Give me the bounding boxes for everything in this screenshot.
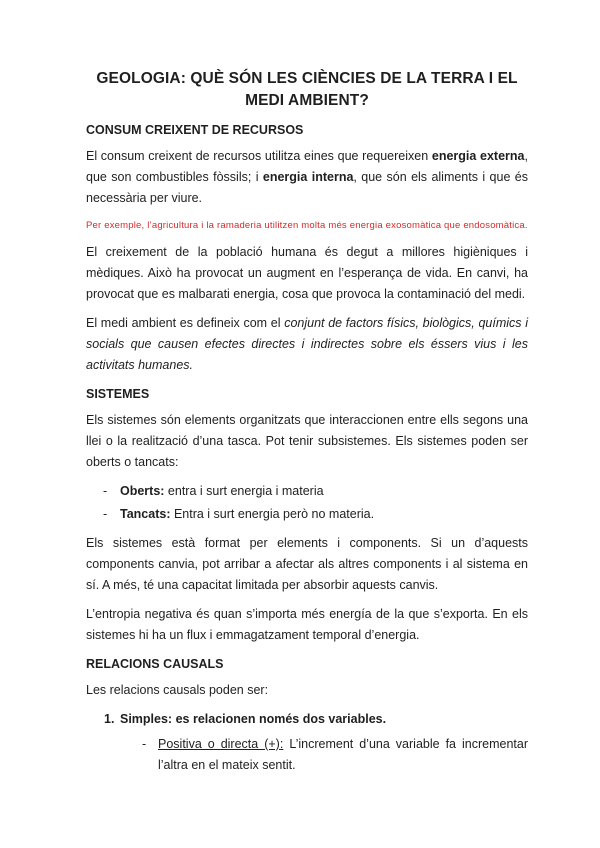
paragraph-relacions-intro: Les relacions causals poden ser: bbox=[86, 683, 269, 697]
section-heading-sistemes: SISTEMES bbox=[86, 387, 150, 401]
numbered-item-text: Simples: es relacionen només dos variables. bbox=[120, 712, 387, 726]
sub-item-positiva bbox=[86, 734, 528, 776]
list-item-oberts bbox=[86, 481, 528, 502]
paragraph-entropia: L’entropia negativa és quan s’importa més energía de la que s’exporta. En els sistemes hi ha un flux i emmagatzament temporal d’energia. bbox=[86, 607, 528, 642]
text-run: El medi ambient es defineix com el bbox=[86, 316, 285, 330]
italic-definition: conjunt de factors físics, biològics, químics i socials que causen efectes directes i indirectes sobre els éssers vius i les activitats humanes. bbox=[86, 316, 528, 372]
section-heading-consum: CONSUM CREIXENT DE RECURSOS bbox=[86, 123, 304, 137]
text-run: , que son combustibles fòssils; i bbox=[86, 149, 528, 184]
sub-item-text: L’increment d’una variable fa incrementar l’altra en el mateix sentit. bbox=[158, 737, 528, 772]
numbered-item-simples bbox=[86, 709, 528, 730]
paragraph-energia bbox=[86, 146, 528, 209]
text-run: , que són els aliments i que és necessària per viure. bbox=[86, 170, 528, 205]
dash-bullet: - bbox=[103, 484, 108, 498]
systems-list bbox=[86, 481, 528, 525]
paragraph-poblacio: El creixement de la població humana és degut a millores higièniques i mèdiques. Això ha provocat un augment en l’esperança de vida. En canvi, ha provocat que es malbarati energia, cosa que provoca la contaminació del medi. bbox=[86, 245, 528, 301]
list-item-text: entra i surt energia i materia bbox=[164, 484, 324, 498]
sub-item-label: Positiva o directa (+): bbox=[158, 737, 284, 751]
document-content bbox=[86, 68, 528, 776]
title-line-1: GEOLOGIA: QUÈ SÓN LES CIÈNCIES DE LA TERRA I EL bbox=[96, 70, 518, 87]
list-number: 1. bbox=[104, 712, 115, 726]
paragraph-components: Els sistemes està format per elements i components. Si un d’aquests components canvia, pot arribar a afectar als altres components i al sistema en sí. A més, té una capacitat limitada per absorbir aquests canvis. bbox=[86, 536, 528, 592]
bold-term-energia-externa: energia externa bbox=[431, 149, 525, 163]
dash-bullet: - bbox=[103, 507, 108, 521]
list-item-tancats bbox=[86, 504, 528, 525]
title-line-2: MEDI AMBIENT? bbox=[245, 92, 369, 109]
paragraph-medi-ambient bbox=[86, 313, 528, 376]
list-item-text: Entra i surt energia però no materia. bbox=[170, 507, 375, 521]
list-item-label: Oberts: bbox=[120, 484, 165, 498]
paragraph-sistemes-intro: Els sistemes són elements organitzats que interaccionen entre ells segons una llei o la realització d’una tasca. Pot tenir subsistemes. Els sistemes poden ser oberts o tancats: bbox=[86, 413, 528, 469]
example-note: Per exemple, l’agricultura i la ramaderia utilitzen molta més energia exosomàtica que endosomàtica. bbox=[86, 220, 528, 231]
section-heading-relacions: RELACIONS CAUSALS bbox=[86, 657, 224, 671]
dash-bullet: - bbox=[142, 737, 147, 751]
page-title bbox=[86, 68, 528, 112]
list-item-label: Tancats: bbox=[120, 507, 171, 521]
bold-term-energia-interna: energia interna bbox=[262, 170, 354, 184]
text-run: El consum creixent de recursos utilitza eines que requereixen bbox=[86, 149, 432, 163]
